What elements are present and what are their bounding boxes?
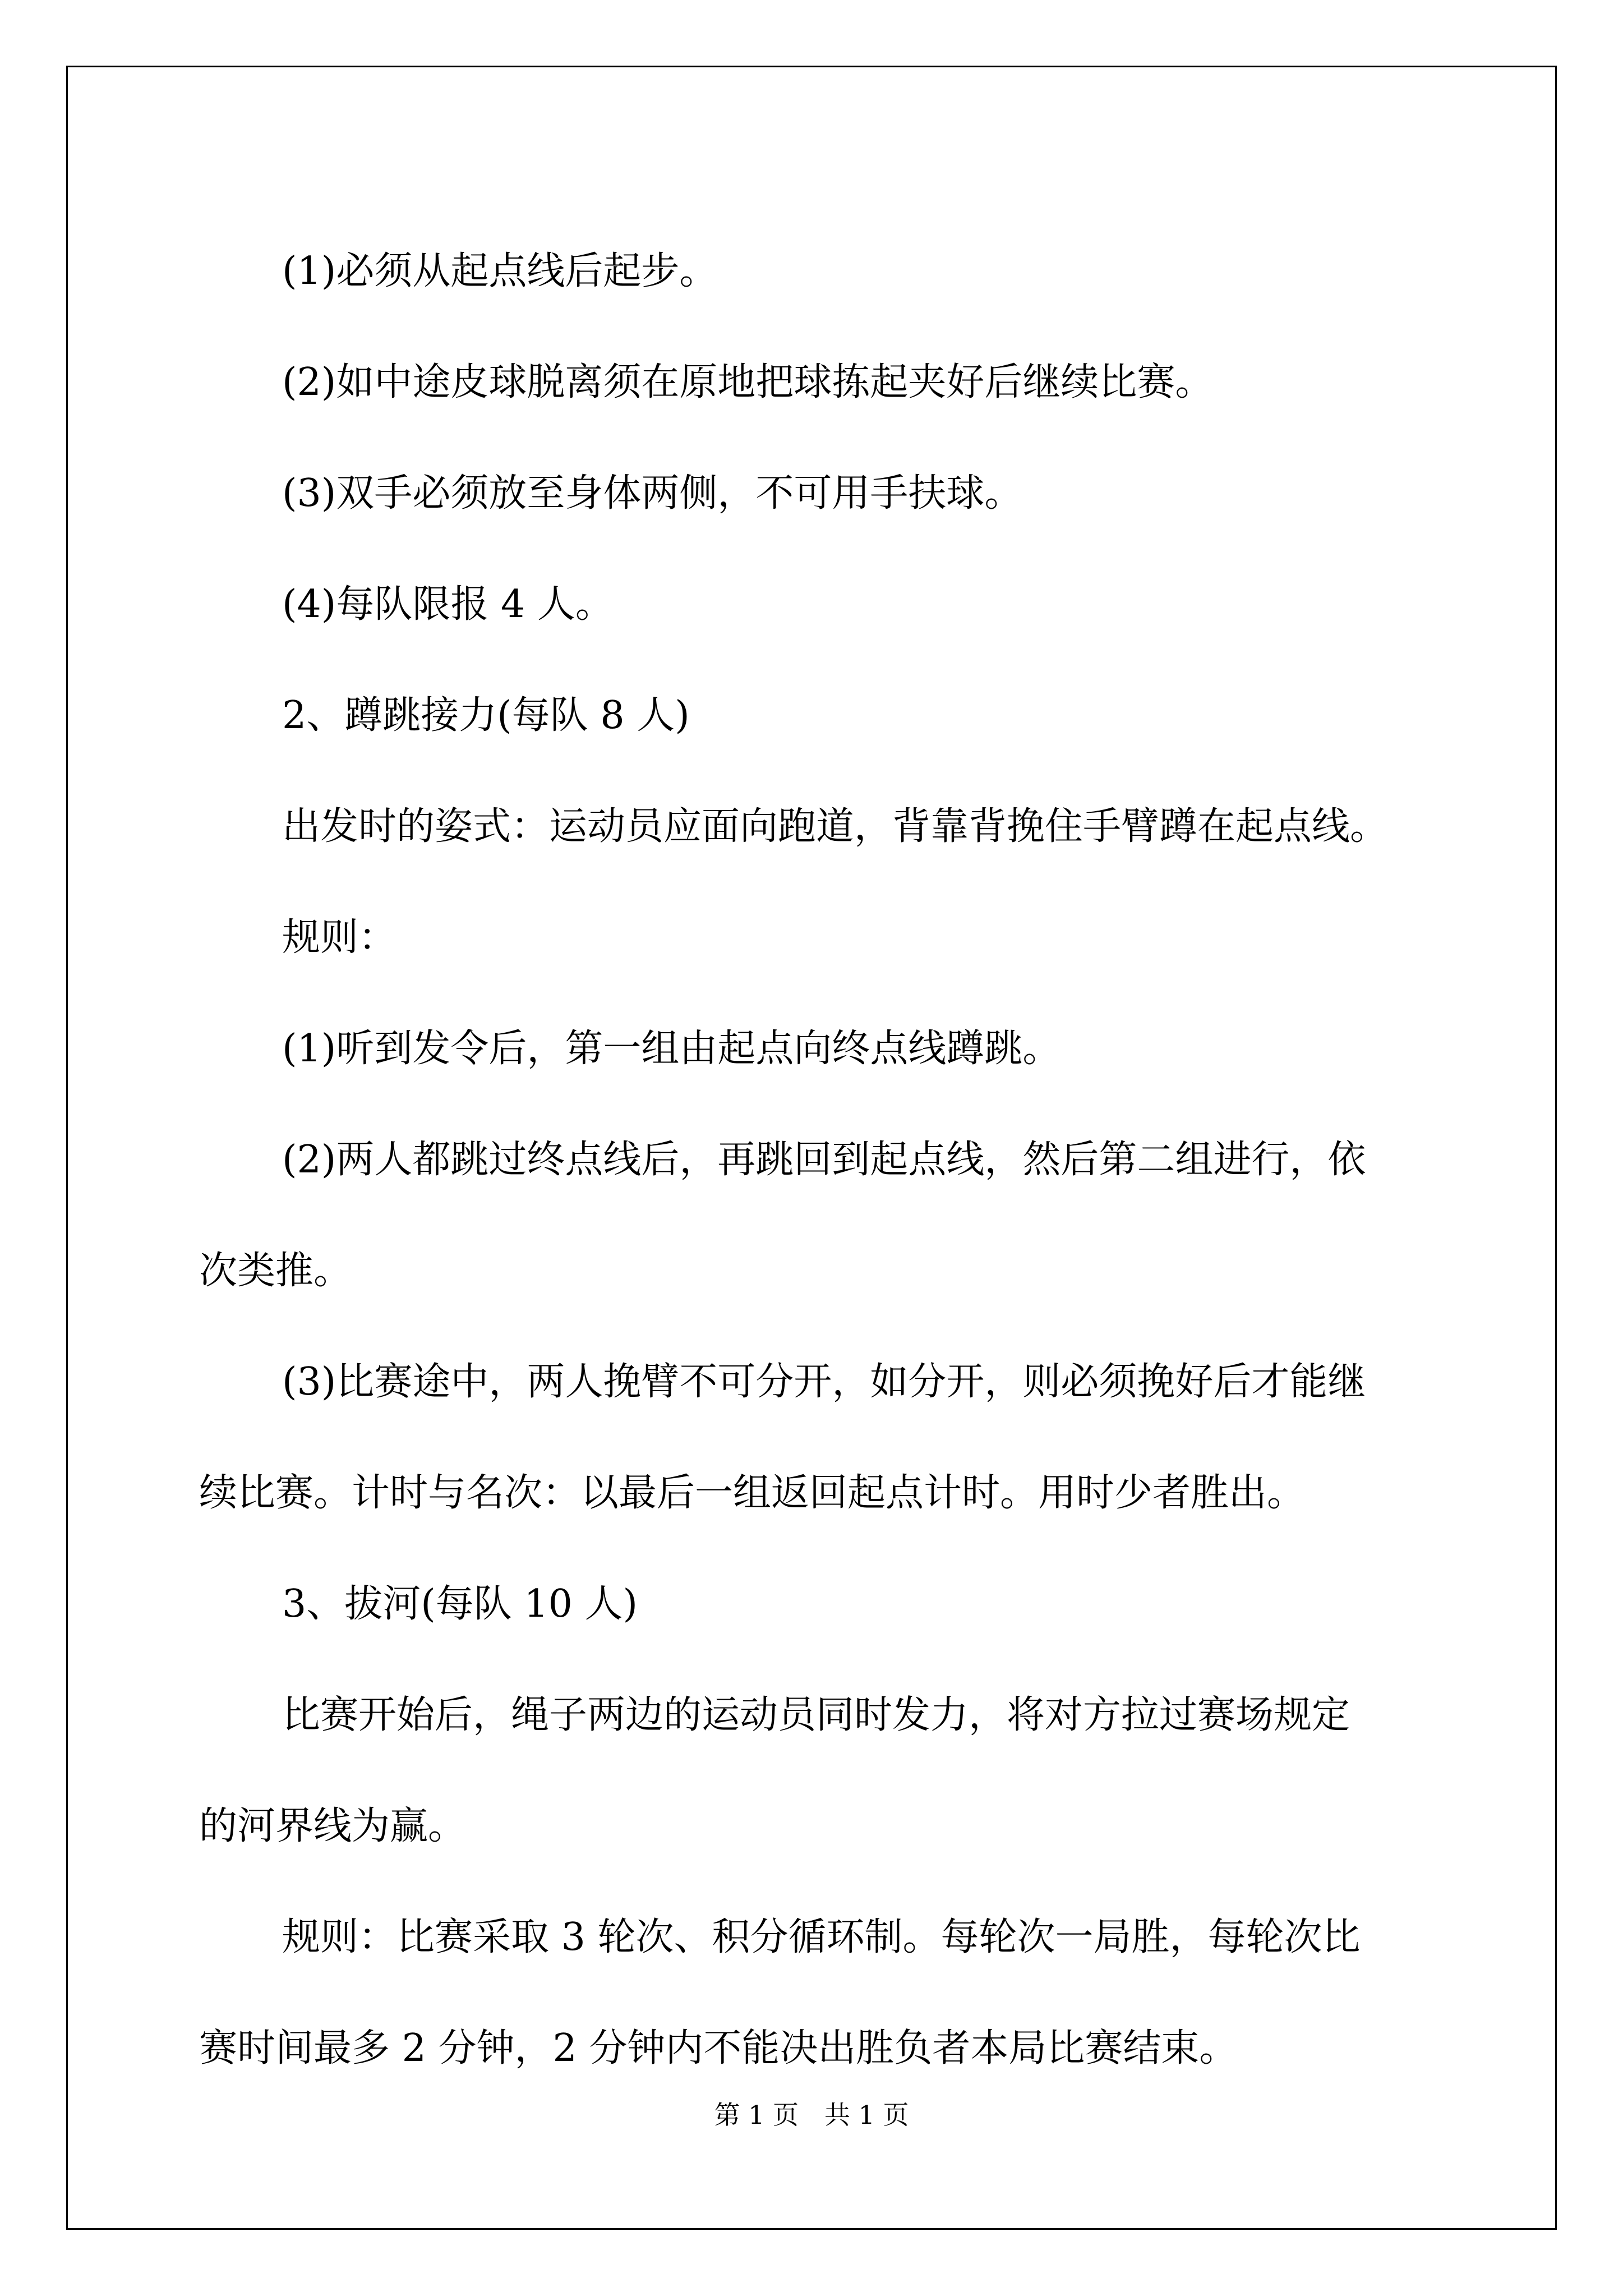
- paragraph-line: (1)必须从起点线后起步。: [282, 249, 718, 293]
- section-heading: 2、蹲跳接力(每队 8 人): [282, 693, 690, 738]
- paragraph-line: (1)听到发令后，第一组由起点向终点线蹲跳。: [282, 1027, 1061, 1071]
- paragraph-line: (4)每队限报 4 人。: [282, 582, 614, 627]
- paragraph-line: 的河界线为赢。: [199, 1804, 467, 1848]
- paragraph-line: (3)双手必须放至身体两侧，不可用手扶球。: [282, 471, 1023, 516]
- page-total: 共 1 页: [824, 2100, 909, 2130]
- page-footer: [0, 2098, 1623, 2132]
- paragraph-line: 续比赛。计时与名次：以最后一组返回起点计时。用时少者胜出。: [199, 1471, 1306, 1515]
- paragraph-line: (3)比赛途中，两人挽臂不可分开，如分开，则必须挽好后才能继: [282, 1360, 1366, 1404]
- paragraph-line: (2)如中途皮球脱离须在原地把球拣起夹好后继续比赛。: [282, 360, 1214, 404]
- paragraph-line: 出发时的姿式：运动员应面向跑道，背靠背挽住手臂蹲在起点线。: [282, 804, 1389, 849]
- paragraph-line: 比赛开始后，绳子两边的运动员同时发力，将对方拉过赛场规定: [282, 1693, 1350, 1737]
- paragraph-line: 规则：: [282, 915, 397, 960]
- section-heading: 3、拔河(每队 10 人): [282, 1582, 638, 1626]
- paragraph-line: 规则：比赛采取 3 轮次、积分循环制。每轮次一局胜，每轮次比: [282, 1915, 1361, 1959]
- page-number: 第 1 页: [714, 2100, 799, 2130]
- paragraph-line: 次类推。: [199, 1249, 352, 1293]
- paragraph-line: (2)两人都跳过终点线后，再跳回到起点线，然后第二组进行，依: [282, 1138, 1366, 1182]
- document-body: [199, 216, 1440, 2104]
- paragraph-line: 赛时间最多 2 分钟，2 分钟内不能决出胜负者本局比赛结束。: [199, 2026, 1238, 2070]
